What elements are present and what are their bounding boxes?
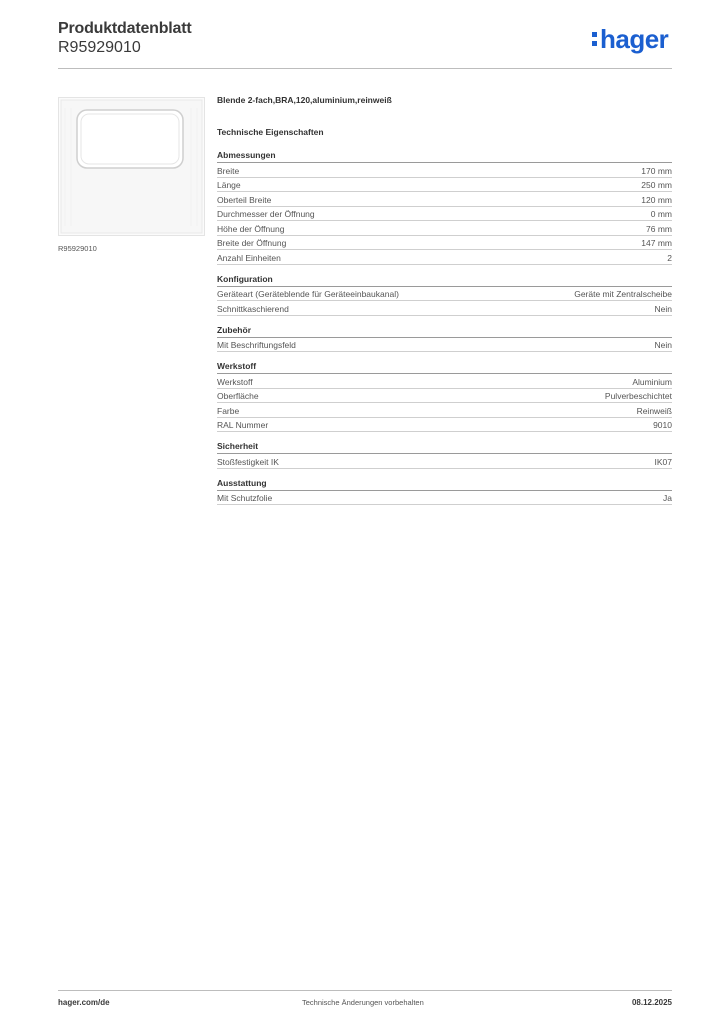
footer-website: hager.com/de [58, 998, 110, 1007]
property-label: Durchmesser der Öffnung [217, 209, 315, 219]
property-group [217, 325, 672, 353]
property-label: Farbe [217, 405, 240, 416]
logo-wordmark: hager [600, 24, 669, 54]
section-heading: Technische Eigenschaften [217, 127, 324, 137]
group-title: Ausstattung [217, 478, 672, 491]
property-label: Höhe der Öffnung [217, 223, 285, 234]
product-image [58, 97, 205, 236]
property-row [217, 250, 672, 265]
property-row [217, 403, 672, 418]
property-row [217, 454, 672, 469]
property-row [217, 389, 672, 404]
product-details [217, 95, 672, 505]
property-label: Länge [217, 180, 241, 190]
property-value: Aluminium [632, 376, 672, 387]
property-group [217, 441, 672, 469]
property-row [217, 338, 672, 353]
group-title: Zubehör [217, 325, 672, 338]
property-value: Reinweiß [636, 405, 672, 416]
group-title: Abmessungen [217, 150, 672, 163]
property-row [217, 287, 672, 302]
property-row [217, 163, 672, 178]
property-value: 9010 [653, 420, 672, 430]
logo-dot [592, 32, 597, 37]
property-label: Werkstoff [217, 376, 253, 387]
group-title: Konfiguration [217, 274, 672, 287]
page-title: Produktdatenblatt [58, 20, 192, 37]
property-value: 250 mm [641, 180, 672, 190]
hager-logo [592, 26, 668, 56]
property-value: 76 mm [646, 223, 672, 234]
property-groups [217, 150, 672, 505]
property-value: Nein [654, 303, 672, 314]
property-label: Schnittkaschierend [217, 303, 289, 314]
property-label: Oberfläche [217, 391, 259, 401]
property-row [217, 192, 672, 207]
property-row [217, 301, 672, 316]
property-value: Geräte mit Zentralscheibe [574, 289, 672, 299]
property-value: IK07 [654, 456, 672, 467]
property-value: Pulverbeschichtet [604, 391, 672, 401]
logo-dots-icon [592, 32, 598, 50]
property-group [217, 274, 672, 316]
property-value: Nein [654, 340, 672, 350]
property-label: Stoßfestigkeit IK [217, 456, 279, 467]
property-row [217, 178, 672, 193]
footer-divider [58, 990, 672, 991]
property-value: 0 mm [650, 209, 672, 219]
property-label: Mit Beschriftungsfeld [217, 340, 296, 350]
property-row [217, 491, 672, 506]
property-label: Breite der Öffnung [217, 238, 287, 248]
group-title: Sicherheit [217, 441, 672, 454]
logo-dot [592, 41, 597, 46]
group-title: Werkstoff [217, 361, 672, 374]
product-description: Blende 2-fach,BRA,120,aluminium,reinweiß [217, 95, 392, 105]
property-row [217, 418, 672, 433]
property-value: Ja [663, 493, 672, 503]
property-label: Oberteil Breite [217, 194, 272, 205]
footer-notice: Technische Änderungen vorbehalten [302, 998, 424, 1007]
property-row [217, 374, 672, 389]
header-divider [58, 68, 672, 69]
property-row [217, 221, 672, 236]
property-value: 120 mm [641, 194, 672, 205]
property-label: RAL Nummer [217, 420, 269, 430]
property-group [217, 361, 672, 432]
property-row [217, 207, 672, 222]
property-label: Geräteart (Geräteblende für Geräteeinbaukanal) [217, 289, 399, 299]
footer-date: 08.12.2025 [631, 998, 672, 1007]
image-caption: R95929010 [58, 244, 97, 253]
property-row [217, 236, 672, 251]
cover-plate-illustration [59, 98, 204, 235]
property-label: Mit Schutzfolie [217, 493, 273, 503]
property-value: 170 mm [641, 165, 672, 176]
property-value: 2 [667, 252, 672, 263]
property-group [217, 150, 672, 265]
product-code: R95929010 [58, 39, 141, 56]
property-value: 147 mm [641, 238, 672, 248]
property-label: Anzahl Einheiten [217, 252, 281, 263]
property-group [217, 478, 672, 506]
property-label: Breite [217, 165, 240, 176]
